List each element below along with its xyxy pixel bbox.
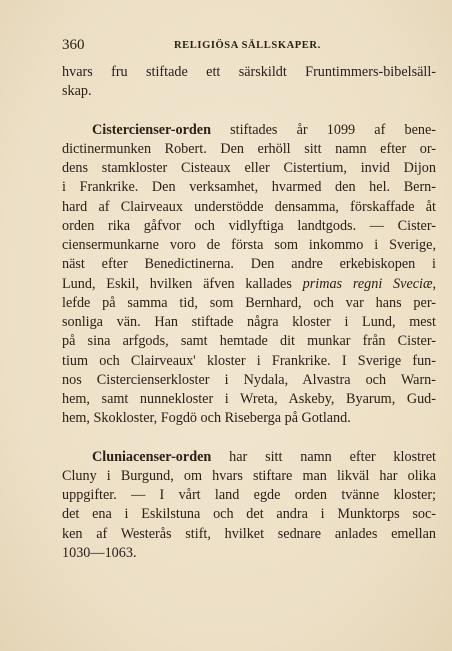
text-line: uppgifter. — I vårt land egde orden tvänne kloster; bbox=[62, 487, 436, 503]
text-line: Cluniacenser-orden har sitt namn efter klostret bbox=[92, 448, 436, 465]
text-line: näst efter Benedictinerna. Den andre erkebiskopen i bbox=[62, 256, 436, 273]
text-line: på sina arfgods, samt hemtade dit munkar från Cister- bbox=[62, 333, 436, 350]
text-line: lefde på samma tid, som Bernhard, och var hans per- bbox=[62, 294, 436, 311]
text-line: nos Cistercienserkloster i Nydala, Alvastra och Warn- bbox=[62, 371, 436, 388]
text-line: Cluny i Burgund, om hvars stiftare man likväl har olika bbox=[62, 467, 436, 484]
page-header bbox=[62, 36, 432, 54]
text-line: ken af Westerås stift, hvilket sednare anlades emellan bbox=[62, 525, 436, 542]
section-term: Cluniacenser-orden bbox=[92, 448, 212, 465]
italic-phrase: primas regni Sveciæ bbox=[302, 275, 433, 292]
text-line: hem, samt nunnekloster i Wreta, Askeby, Byarum, Gud- bbox=[62, 391, 436, 407]
paragraph-gap bbox=[62, 102, 436, 121]
text-line: sonliga vän. Han stiftade några kloster i Lund, mest bbox=[62, 314, 436, 330]
text-line: hem, Skokloster, Fogdö och Riseberga på Gotland. bbox=[62, 410, 351, 427]
text-line: ciensermunkarne voro de första som inkommo i Sverige, bbox=[62, 237, 436, 253]
section-term: Cistercienser-orden bbox=[92, 121, 211, 138]
text-line: skap. bbox=[62, 83, 92, 100]
paragraph-gap bbox=[62, 429, 436, 448]
text-line: Lund, Eskil, hvilken äfven kallades primas regni Sveciæ, bbox=[62, 275, 436, 292]
body-text bbox=[62, 63, 436, 563]
text-line: dictinermunken Robert. Den erhöll sitt namn efter or- bbox=[62, 140, 436, 157]
page-number: 360 bbox=[62, 37, 85, 53]
text-line: tium och Clairveaux' kloster i Frankrike. I Sverige fun- bbox=[62, 352, 436, 369]
text-line: orden rika gåfvor och vidlyftiga landtgods. — Cister- bbox=[62, 217, 436, 234]
text-line: hard af Clairveaux understödde densamma, förskaffade åt bbox=[62, 198, 436, 215]
text-line: Cistercienser-orden stiftades år 1099 af bene- bbox=[92, 121, 436, 138]
running-head: RELIGIÖSA SÄLLSKAPER. bbox=[174, 40, 321, 51]
text-line: i Frankrike. Den verksamhet, hvarmed den hel. Bern- bbox=[62, 179, 436, 196]
text-line: dens stamkloster Cisteaux eller Cistertium, invid Dijon bbox=[62, 160, 436, 176]
text-line: 1030—1063. bbox=[62, 544, 137, 561]
text-line: det ena i Eskilstuna och det andra i Munktorps soc- bbox=[62, 506, 436, 523]
text-line: hvars fru stiftade ett särskildt Fruntimmers-bibelsäll- bbox=[62, 64, 436, 80]
